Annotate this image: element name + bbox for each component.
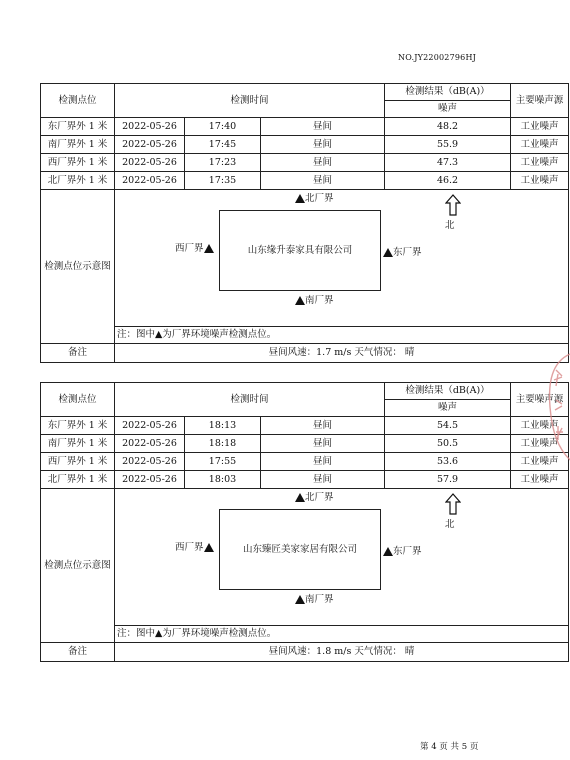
south-boundary-marker <box>295 296 334 306</box>
east-boundary-marker <box>383 547 422 557</box>
header-source: 主要噪声源 <box>511 383 569 417</box>
row-time: 18:18 <box>185 435 261 453</box>
north-arrow-label: 北 <box>445 220 455 231</box>
row-date: 2022-05-26 <box>115 471 185 489</box>
table-row <box>41 417 569 435</box>
triangle-icon <box>204 244 214 253</box>
table-row <box>41 136 569 154</box>
row-date: 2022-05-26 <box>115 417 185 435</box>
row-value: 55.9 <box>385 136 511 154</box>
row-date: 2022-05-26 <box>115 118 185 136</box>
header-result: 检测结果（dB(A)） <box>385 383 511 400</box>
row-point: 北厂界外 1 米 <box>41 172 115 190</box>
row-value: 48.2 <box>385 118 511 136</box>
row-point: 南厂界外 1 米 <box>41 136 115 154</box>
table-row <box>41 435 569 453</box>
row-time: 18:03 <box>185 471 261 489</box>
north-arrow-label: 北 <box>445 519 455 530</box>
page-number: 第 4 页 共 5 页 <box>420 742 479 752</box>
north-boundary-label: 北厂界 <box>305 492 334 503</box>
east-boundary-marker <box>383 248 422 258</box>
row-point: 东厂界外 1 米 <box>41 118 115 136</box>
seal-stamp-icon <box>542 352 570 462</box>
row-value: 57.9 <box>385 471 511 489</box>
diagram-cell <box>115 489 569 626</box>
row-time: 17:55 <box>185 453 261 471</box>
row-period: 昼间 <box>261 136 385 154</box>
diagram-cell <box>115 190 569 327</box>
noise-table-2 <box>40 382 569 662</box>
row-value: 53.6 <box>385 453 511 471</box>
west-boundary-marker <box>175 244 214 254</box>
diagram-note: 注：图中▲为厂界环境噪声检测点位。 <box>115 327 569 344</box>
row-period: 昼间 <box>261 453 385 471</box>
north-arrow-icon <box>445 194 461 216</box>
header-time: 检测时间 <box>115 383 385 417</box>
row-value: 54.5 <box>385 417 511 435</box>
row-date: 2022-05-26 <box>115 172 185 190</box>
north-arrow-icon <box>445 493 461 515</box>
row-time: 17:40 <box>185 118 261 136</box>
east-boundary-label: 东厂界 <box>393 546 422 557</box>
row-time: 17:23 <box>185 154 261 172</box>
row-period: 昼间 <box>261 118 385 136</box>
row-date: 2022-05-26 <box>115 136 185 154</box>
row-point: 北厂界外 1 米 <box>41 471 115 489</box>
header-noise: 噪声 <box>385 400 511 417</box>
header-noise: 噪声 <box>385 101 511 118</box>
company-box <box>219 509 381 590</box>
row-date: 2022-05-26 <box>115 435 185 453</box>
company-name: 山东臻匠美家家居有限公司 <box>242 543 357 555</box>
row-period: 昼间 <box>261 417 385 435</box>
row-value: 47.3 <box>385 154 511 172</box>
diagram-label: 检测点位示意图 <box>41 190 115 344</box>
remark-value: 昼间风速：1.8 m/s 天气情况： 晴 <box>115 643 569 662</box>
south-boundary-marker <box>295 595 334 605</box>
row-source: 工业噪声 <box>511 435 569 453</box>
triangle-icon <box>204 543 214 552</box>
row-source: 工业噪声 <box>511 417 569 435</box>
table-row <box>41 471 569 489</box>
noise-table-1 <box>40 83 569 363</box>
header-point: 检测点位 <box>41 84 115 118</box>
west-boundary-label: 西厂界 <box>175 542 204 553</box>
company-box <box>219 210 381 291</box>
row-point: 东厂界外 1 米 <box>41 417 115 435</box>
north-boundary-marker <box>295 493 334 503</box>
header-result: 检测结果（dB(A)） <box>385 84 511 101</box>
south-boundary-label: 南厂界 <box>305 295 334 306</box>
diagram-label: 检测点位示意图 <box>41 489 115 643</box>
west-boundary-marker <box>175 543 214 553</box>
row-point: 西厂界外 1 米 <box>41 154 115 172</box>
triangle-icon <box>295 493 305 502</box>
triangle-icon <box>295 296 305 305</box>
triangle-icon <box>383 547 393 556</box>
header-source: 主要噪声源 <box>511 84 569 118</box>
west-boundary-label: 西厂界 <box>175 243 204 254</box>
row-period: 昼间 <box>261 154 385 172</box>
diagram-note: 注：图中▲为厂界环境噪声检测点位。 <box>115 626 569 643</box>
row-time: 17:45 <box>185 136 261 154</box>
header-point: 检测点位 <box>41 383 115 417</box>
row-source: 工业噪声 <box>511 118 569 136</box>
table-row <box>41 453 569 471</box>
east-boundary-label: 东厂界 <box>393 247 422 258</box>
south-boundary-label: 南厂界 <box>305 594 334 605</box>
row-value: 50.5 <box>385 435 511 453</box>
table-row <box>41 172 569 190</box>
north-boundary-label: 北厂界 <box>305 193 334 204</box>
row-value: 46.2 <box>385 172 511 190</box>
header-time: 检测时间 <box>115 84 385 118</box>
triangle-icon <box>295 595 305 604</box>
triangle-icon <box>295 194 305 203</box>
row-point: 南厂界外 1 米 <box>41 435 115 453</box>
company-name: 山东缘升泰家具有限公司 <box>247 244 353 256</box>
north-boundary-marker <box>295 194 334 204</box>
row-period: 昼间 <box>261 471 385 489</box>
row-time: 18:13 <box>185 417 261 435</box>
row-source: 工业噪声 <box>511 154 569 172</box>
row-source: 工业噪声 <box>511 136 569 154</box>
remark-label: 备注 <box>41 643 115 662</box>
report-number: NO.JY22002796HJ <box>398 53 477 62</box>
row-point: 西厂界外 1 米 <box>41 453 115 471</box>
table-row <box>41 154 569 172</box>
row-date: 2022-05-26 <box>115 453 185 471</box>
row-date: 2022-05-26 <box>115 154 185 172</box>
row-period: 昼间 <box>261 435 385 453</box>
row-source: 工业噪声 <box>511 453 569 471</box>
row-period: 昼间 <box>261 172 385 190</box>
row-source: 工业噪声 <box>511 471 569 489</box>
row-source: 工业噪声 <box>511 172 569 190</box>
row-time: 17:35 <box>185 172 261 190</box>
remark-value: 昼间风速：1.7 m/s 天气情况： 晴 <box>115 344 569 363</box>
table-row <box>41 118 569 136</box>
triangle-icon <box>383 248 393 257</box>
monitoring-point-diagram <box>115 190 568 326</box>
remark-label: 备注 <box>41 344 115 363</box>
monitoring-point-diagram <box>115 489 568 625</box>
